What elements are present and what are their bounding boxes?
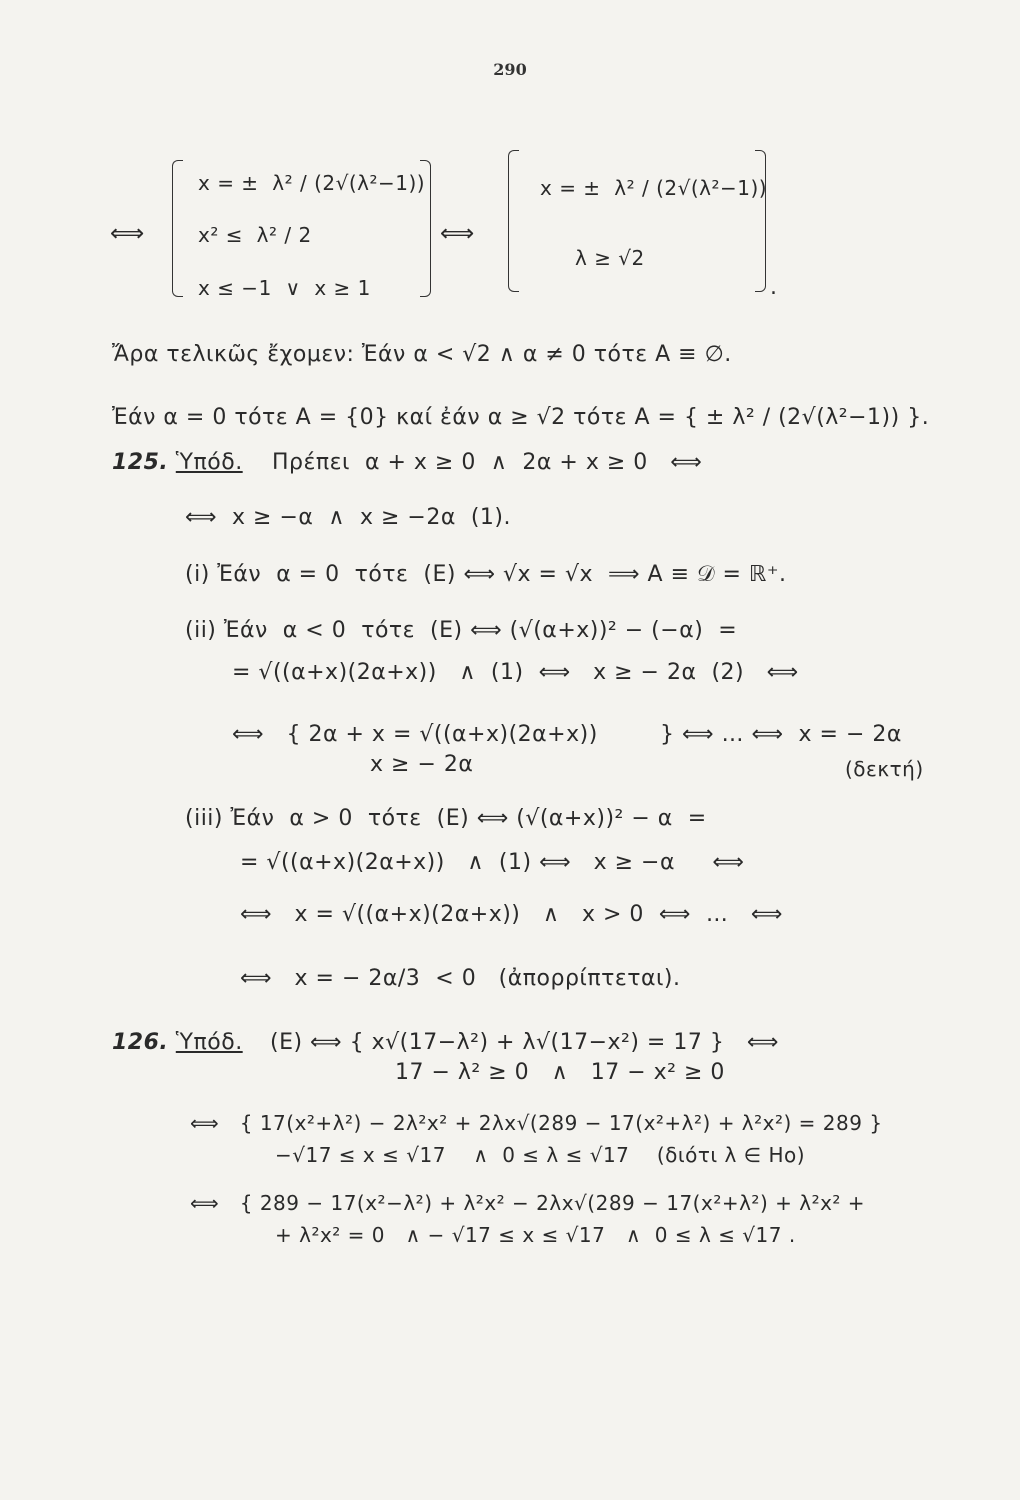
hint-label: Ὑπόδ. xyxy=(175,1030,243,1055)
solution-line: + λ²x² = 0 ∧ − √17 ≤ x ≤ √17 ∧ 0 ≤ λ ≤ √17 . xyxy=(275,1223,796,1247)
solution-line: ⟺ x ≥ −α ∧ x ≥ −2α (1). xyxy=(185,505,511,530)
left-bracket xyxy=(172,160,183,297)
solution-line: x ≥ − 2α xyxy=(370,752,474,777)
solution-line: 17 − λ² ≥ 0 ∧ 17 − x² ≥ 0 xyxy=(395,1060,725,1085)
left-bracket xyxy=(508,150,519,292)
annotation: (δεκτή) xyxy=(845,757,924,781)
solution-line: ⟺ { 2α + x = √((α+x)(2α+x)) xyxy=(232,722,598,747)
solution-line: ⟺ { 17(x²+λ²) − 2λ²x² + 2λx√(289 − 17(x²+λ²) + λ²x²) = 289 } xyxy=(190,1111,883,1135)
solution-line: (ii) Ἐάν α < 0 τότε (E) ⟺ (√(α+x))² − (−α) = xyxy=(185,618,738,643)
system-b-row-2: λ ≥ √2 xyxy=(575,246,645,270)
solution-line: ⟺ { 289 − 17(x²−λ²) + λ²x² − 2λx√(289 − 17(x²+λ²) + λ²x² + xyxy=(190,1191,866,1215)
system-a-row-1: x = ± λ² / (2√(λ²−1)) xyxy=(198,171,426,195)
solution-line: = √((α+x)(2α+x)) ∧ (1) ⟺ x ≥ −α ⟺ xyxy=(240,850,745,875)
solution-line: (E) ⟺ { x√(17−λ²) + λ√(17−x²) = 17 } ⟺ xyxy=(270,1030,779,1055)
exercise-header xyxy=(112,450,243,476)
solution-line: } ⟺ … ⟺ x = − 2α xyxy=(660,722,902,747)
iff-symbol: ⟺ xyxy=(440,219,475,247)
exercise-number: 126. xyxy=(112,1030,169,1055)
iff-symbol: ⟺ xyxy=(110,219,145,247)
solution-line: −√17 ≤ x ≤ √17 ∧ 0 ≤ λ ≤ √17 (διότι λ ∈ Ηο) xyxy=(275,1143,806,1167)
system-a-row-2: x² ≤ λ² / 2 xyxy=(198,223,312,247)
hint-label: Ὑπόδ. xyxy=(175,450,243,475)
conclusion-line-2: Ἐάν α = 0 τότε A = {0} καί ἐάν α ≥ √2 τότε A = { ± λ² / (2√(λ²−1)) }. xyxy=(112,405,930,430)
conclusion-line-1: Ἄρα τελικῶς ἔχομεν: Ἐάν α < √2 ∧ α ≠ 0 τότε A ≡ ∅. xyxy=(112,342,732,367)
solution-line: ⟺ x = − 2α/3 < 0 (ἀπορρίπτεται). xyxy=(240,966,681,991)
solution-line: Πρέπει α + x ≥ 0 ∧ 2α + x ≥ 0 ⟺ xyxy=(272,450,703,475)
exercise-header xyxy=(112,1030,243,1056)
exercise-number: 125. xyxy=(112,450,169,475)
system-a-row-3: x ≤ −1 ∨ x ≥ 1 xyxy=(198,276,371,300)
solution-line: (i) Ἐάν α = 0 τότε (E) ⟺ √x = √x ⟹ A ≡ 𝒟 = ℝ⁺. xyxy=(185,562,787,587)
system-b-row-1: x = ± λ² / (2√(λ²−1)) xyxy=(540,176,768,200)
page-number: 290 xyxy=(493,60,527,79)
right-bracket xyxy=(755,150,766,292)
period: . xyxy=(770,275,778,300)
solution-line: ⟺ x = √((α+x)(2α+x)) ∧ x > 0 ⟺ … ⟺ xyxy=(240,902,783,927)
solution-line: (iii) Ἐάν α > 0 τότε (E) ⟺ (√(α+x))² − α = xyxy=(185,806,707,831)
solution-line: = √((α+x)(2α+x)) ∧ (1) ⟺ x ≥ − 2α (2) ⟺ xyxy=(232,660,799,685)
right-bracket xyxy=(420,160,431,297)
